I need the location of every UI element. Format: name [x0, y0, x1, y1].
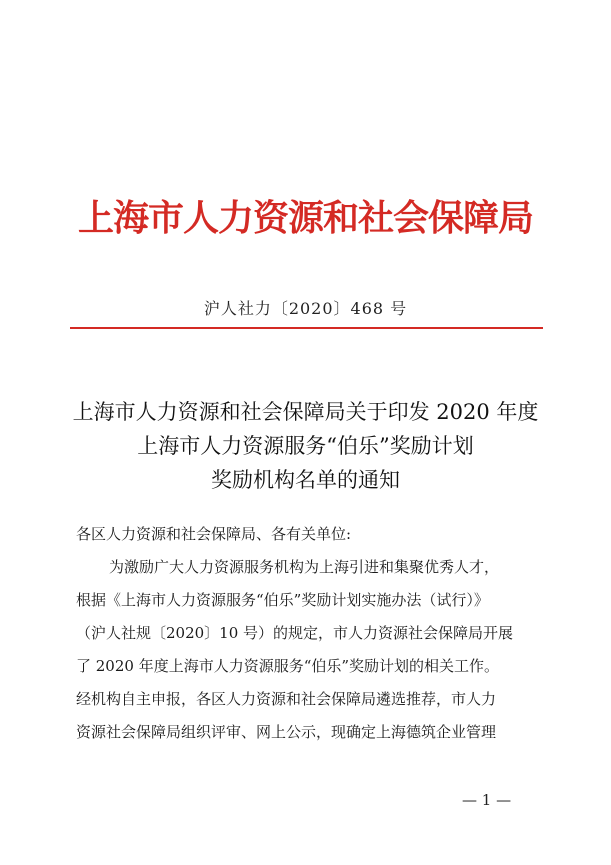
document-title [0, 395, 611, 497]
paragraph-line-5: 经机构自主申报，各区人力资源和社会保障局遴选推荐，市人力 [76, 690, 497, 708]
title-line-2: 上海市人力资源服务“伯乐”奖励计划 [137, 434, 474, 458]
salutation: 各区人力资源和社会保障局、各有关单位: [76, 525, 352, 543]
paragraph-line-3: （沪人社规〔2020〕10 号）的规定，市人力资源社会保障局开展 [76, 624, 514, 642]
paragraph-line-2: 根据《上海市人力资源服务“伯乐”奖励计划实施办法（试行）》 [76, 591, 489, 609]
paragraph-line-4: 了 2020 年度上海市人力资源服务“伯乐”奖励计划的相关工作。 [76, 657, 500, 675]
document-body [76, 518, 546, 749]
title-line-3: 奖励机构名单的通知 [211, 468, 400, 492]
document-number: 沪人社力〔2020〕468 号 [203, 299, 408, 318]
paragraph-line-6: 资源社会保障局组织评审、网上公示，现确定上海德筑企业管理 [76, 723, 497, 741]
title-line-1: 上海市人力资源和社会保障局关于印发 2020 年度 [72, 400, 539, 424]
page-number: — 1 — [462, 791, 512, 809]
paragraph-line-1: 为激励广大人力资源服务机构为上海引进和集聚优秀人才， [109, 558, 500, 576]
issuer-heading: 上海市人力资源和社会保障局 [77, 197, 533, 239]
red-separator-line [70, 327, 543, 329]
